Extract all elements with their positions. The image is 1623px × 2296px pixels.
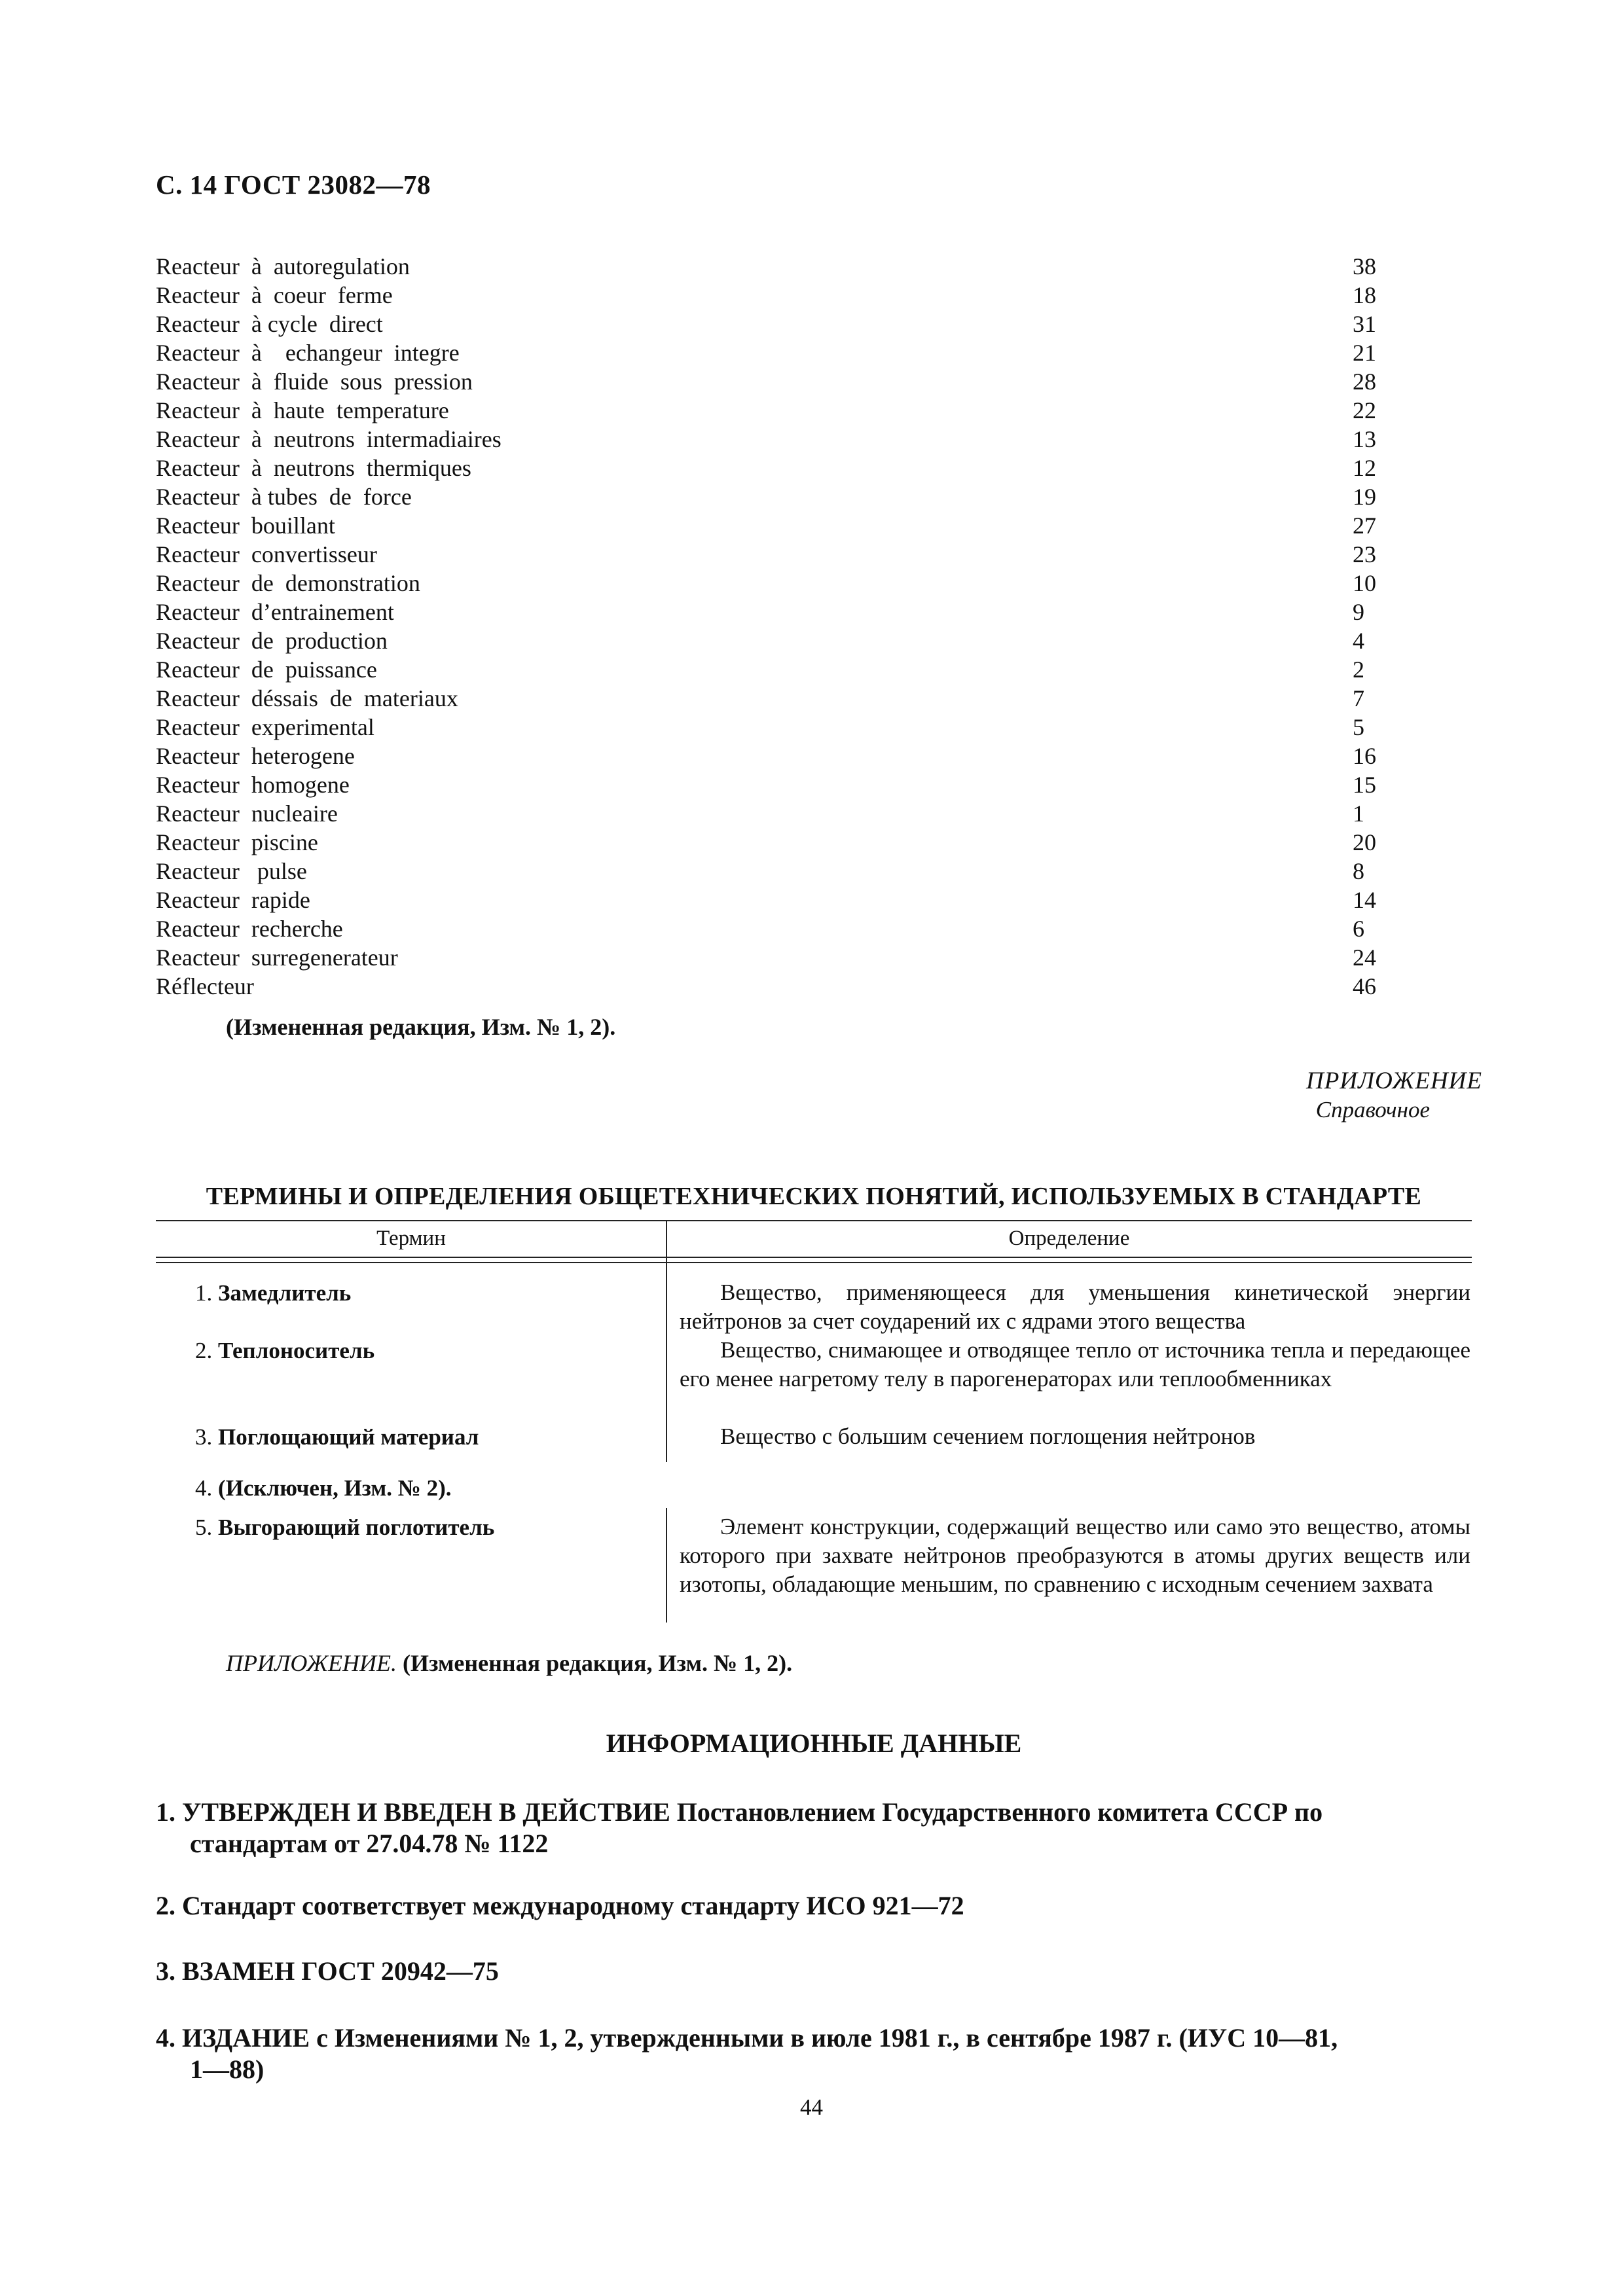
index-term: Reacteur rapide (156, 887, 310, 913)
index-term-number: 27 (1353, 512, 1376, 539)
term-index-list (156, 252, 1387, 1001)
index-term: Reacteur à cycle direct (156, 311, 383, 337)
index-row (156, 454, 1387, 482)
index-term-number: 18 (1353, 282, 1376, 308)
index-row (156, 655, 1387, 684)
index-row (156, 396, 1387, 425)
term-number: 1. (195, 1280, 213, 1306)
appendix-changes-text: (Измененная редакция, Изм. № 1, 2). (402, 1650, 793, 1676)
term-number: 2. (195, 1338, 213, 1363)
index-term-number: 24 (1353, 944, 1376, 971)
index-term: Reacteur recherche (156, 916, 343, 942)
info-item-text: 3. ВЗАМЕН ГОСТ 20942—75 (156, 1956, 499, 1986)
index-term: Reacteur à autoregulation (156, 253, 410, 279)
index-term: Reacteur à tubes de force (156, 484, 412, 510)
index-row (156, 828, 1387, 857)
index-row (156, 511, 1387, 540)
term-row-3 (195, 1424, 479, 1450)
index-row (156, 914, 1387, 943)
index-row (156, 338, 1387, 367)
term-row-1 (195, 1280, 351, 1306)
index-row (156, 799, 1387, 828)
appendix-changes-label: ПРИЛОЖЕНИЕ. (226, 1650, 397, 1676)
index-term: Reacteur de puissance (156, 656, 377, 683)
index-term-number: 9 (1353, 599, 1364, 625)
index-term: Reacteur heterogene (156, 743, 355, 769)
index-term-number: 23 (1353, 541, 1376, 567)
index-row (156, 857, 1387, 886)
index-term-number: 10 (1353, 570, 1376, 596)
index-row (156, 425, 1387, 454)
index-term: Reacteur convertisseur (156, 541, 377, 567)
page-number: 44 (800, 2094, 823, 2120)
info-item-1 (156, 1797, 1472, 1859)
page-header: С. 14 ГОСТ 23082—78 (156, 170, 431, 200)
term-number: 5. (195, 1515, 213, 1540)
info-title: ИНФОРМАЦИОННЫЕ ДАННЫЕ (606, 1729, 1022, 1758)
index-term: Reacteur de demonstration (156, 570, 420, 596)
index-term: Reacteur à coeur ferme (156, 282, 393, 308)
index-term-number: 16 (1353, 743, 1376, 769)
index-term: Reacteur à neutrons thermiques (156, 455, 471, 481)
index-term-number: 8 (1353, 858, 1364, 884)
index-term-number: 2 (1353, 656, 1364, 683)
index-term-number: 4 (1353, 628, 1364, 654)
index-term: Reacteur experimental (156, 714, 374, 740)
index-term-number: 46 (1353, 973, 1376, 999)
term-label: (Исключен, Изм. № 2). (218, 1475, 452, 1501)
info-item-3 (156, 1956, 1472, 1987)
index-row (156, 252, 1387, 281)
index-row (156, 972, 1387, 1001)
column-header-definition: Определение (1008, 1227, 1130, 1250)
index-row (156, 626, 1387, 655)
index-term-number: 38 (1353, 253, 1376, 279)
index-term-number: 19 (1353, 484, 1376, 510)
index-term: Reacteur d’entrainement (156, 599, 394, 625)
index-term-number: 21 (1353, 340, 1376, 366)
info-item-continuation: стандартам от 27.04.78 № 1122 (190, 1829, 549, 1858)
index-row (156, 598, 1387, 626)
index-row (156, 367, 1387, 396)
index-term-number: 15 (1353, 772, 1376, 798)
term-label: Выгорающий поглотитель (218, 1515, 495, 1540)
definition-row-2: Вещество, снимающее и отводящее тепло от источника тепла и передающее его менее нагретому телу в парогенераторах или теплообменниках (680, 1337, 1470, 1391)
index-term-number: 31 (1353, 311, 1376, 337)
term-label: Замедлитель (218, 1280, 352, 1306)
index-term: Reacteur de production (156, 628, 388, 654)
term-label: Поглощающий материал (218, 1424, 479, 1450)
index-row (156, 770, 1387, 799)
index-row (156, 742, 1387, 770)
index-row (156, 886, 1387, 914)
info-item-4 (156, 2022, 1472, 2085)
index-term: Reacteur à neutrons intermadiaires (156, 426, 501, 452)
column-divider-upper (666, 1220, 667, 1462)
index-term-number: 7 (1353, 685, 1364, 711)
definition-row-5: Элемент конструкции, содержащий вещество или само это вещество, атомы которого при захвате нейтронов преобразуются в атомы других веществ или изотопы, обладающие меньшим, по сравнению с исходным сечением захвата (680, 1514, 1470, 1597)
index-term: Reacteur à echangeur integre (156, 340, 460, 366)
info-item-text: 1. УТВЕРЖДЕН И ВВЕДЕН В ДЕЙСТВИЕ Постановлением Государственного комитета СССР по (156, 1797, 1323, 1827)
index-row (156, 540, 1387, 569)
term-number: 4. (195, 1475, 213, 1501)
index-term-number: 6 (1353, 916, 1364, 942)
index-term: Reacteur déssais de materiaux (156, 685, 458, 711)
index-term: Reacteur à haute temperature (156, 397, 449, 423)
index-row (156, 943, 1387, 972)
term-row-2 (195, 1338, 374, 1364)
table-header-rule-2 (156, 1262, 1472, 1263)
definition-row-1: Вещество, применяющееся для уменьшения кинетической энергии нейтронов за счет соударений их с ядрами этого вещества (680, 1280, 1470, 1334)
index-row (156, 310, 1387, 338)
index-term-number: 12 (1353, 455, 1376, 481)
index-term-number: 22 (1353, 397, 1376, 423)
column-header-term: Термин (376, 1227, 446, 1250)
index-term-number: 5 (1353, 714, 1364, 740)
term-number: 3. (195, 1424, 213, 1450)
index-term: Reacteur bouillant (156, 512, 335, 539)
appendix-type: Справочное (1315, 1097, 1430, 1122)
changes-note: (Измененная редакция, Изм. № 1, 2). (226, 1014, 616, 1040)
index-term-number: 13 (1353, 426, 1376, 452)
term-row-4 (195, 1475, 452, 1501)
index-row (156, 569, 1387, 598)
index-row (156, 684, 1387, 713)
info-item-2 (156, 1890, 1472, 1922)
table-top-rule (156, 1220, 1472, 1221)
index-term-number: 20 (1353, 829, 1376, 855)
index-term-number: 14 (1353, 887, 1376, 913)
index-term: Reacteur piscine (156, 829, 318, 855)
index-row (156, 482, 1387, 511)
index-term: Reacteur nucleaire (156, 800, 338, 827)
info-item-text: 4. ИЗДАНИЕ с Изменениями № 1, 2, утвержденными в июле 1981 г., в сентябре 1987 г. (ИУС 10—81, (156, 2023, 1338, 2053)
appendix-changes-note (226, 1649, 792, 1677)
term-label: Теплоноситель (218, 1338, 375, 1363)
index-term: Réflecteur (156, 973, 254, 999)
index-term: Reacteur homogene (156, 772, 350, 798)
appendix-title: ТЕРМИНЫ И ОПРЕДЕЛЕНИЯ ОБЩЕТЕХНИЧЕСКИХ ПОНЯТИЙ, ИСПОЛЬЗУЕМЫХ В СТАНДАРТЕ (206, 1183, 1422, 1210)
index-term-number: 1 (1353, 800, 1364, 827)
index-term: Reacteur surregenerateur (156, 944, 398, 971)
term-row-5 (195, 1515, 494, 1541)
index-term-number: 28 (1353, 368, 1376, 395)
terms-table (156, 1220, 1472, 1632)
index-term: Reacteur pulse (156, 858, 307, 884)
appendix-label: ПРИЛОЖЕНИЕ (1306, 1067, 1482, 1094)
table-header-rule-1 (156, 1257, 1472, 1258)
info-item-continuation: 1—88) (190, 2054, 264, 2084)
column-divider-lower (666, 1508, 667, 1623)
index-term: Reacteur à fluide sous pression (156, 368, 473, 395)
index-row (156, 713, 1387, 742)
info-item-text: 2. Стандарт соответствует международному стандарту ИСО 921—72 (156, 1891, 964, 1920)
index-row (156, 281, 1387, 310)
definition-row-3: Вещество с большим сечением поглощения нейтронов (720, 1424, 1256, 1449)
